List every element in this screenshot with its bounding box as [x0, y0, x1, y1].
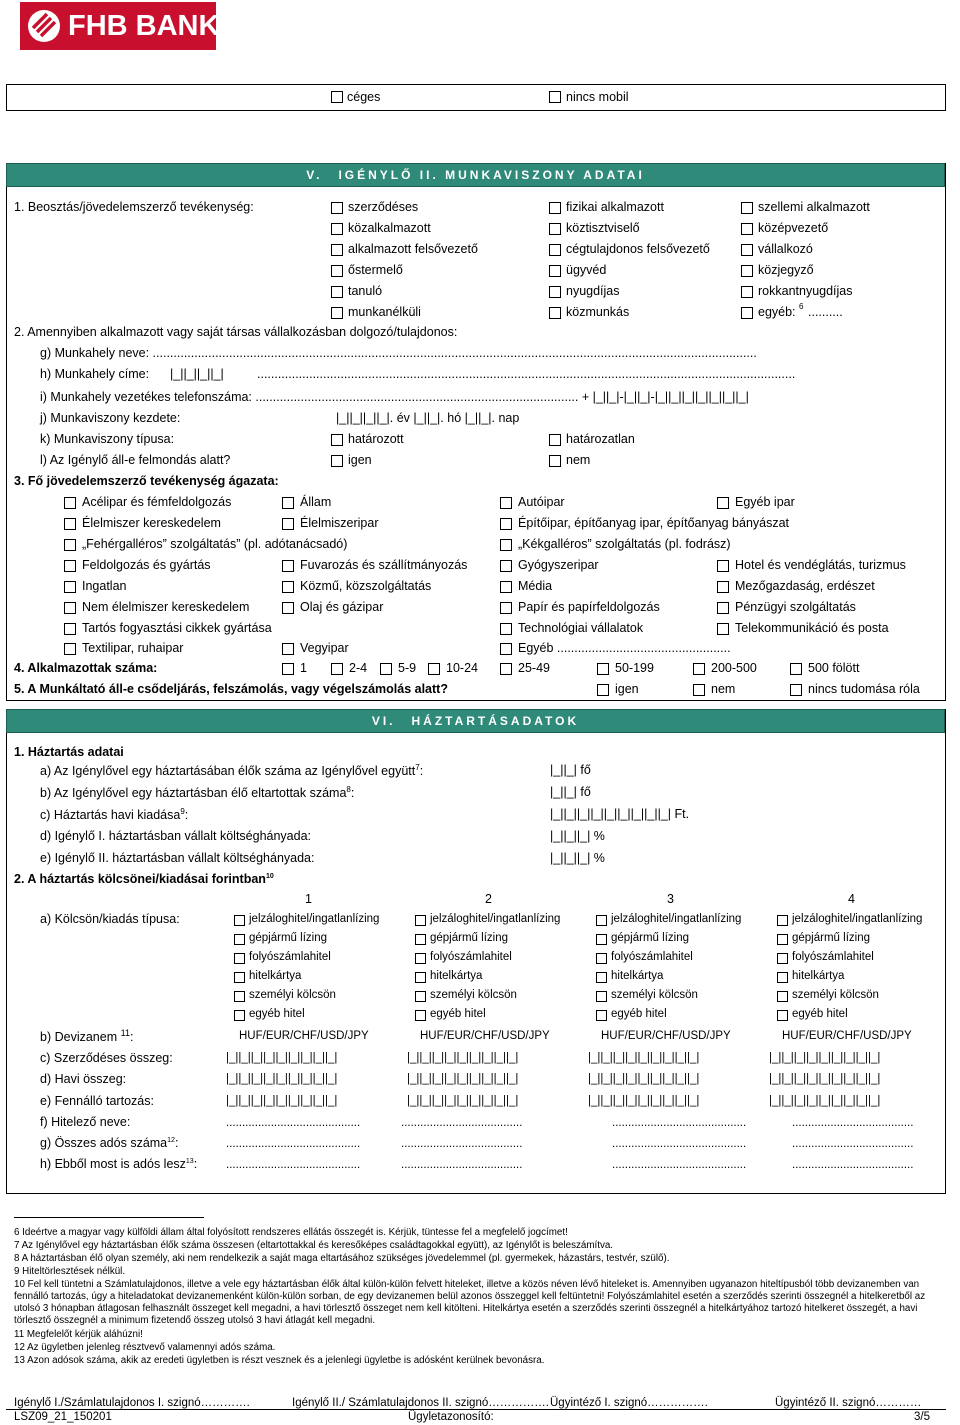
employees-checkbox[interactable] — [790, 663, 802, 675]
occupation-label: őstermelő — [348, 263, 403, 277]
creditor-label: f) Hitelező neve: — [40, 1115, 131, 1129]
loan-type-option: egyéb hitel — [792, 1008, 848, 1020]
employees-checkbox[interactable] — [500, 663, 512, 675]
loan-type-checkbox[interactable] — [596, 915, 607, 926]
loan-type-option: jelzáloghitel/ingatlanlízing — [430, 913, 561, 925]
occupation-checkbox[interactable] — [549, 265, 561, 277]
occupation-checkbox[interactable] — [549, 223, 561, 235]
current-debtors-dots[interactable]: .......................................... — [226, 1159, 361, 1171]
sector-label: „Kékgalléros” szolgáltatás (pl. fodrász) — [518, 537, 731, 551]
loan-type-checkbox[interactable] — [596, 934, 607, 945]
occupation-label: tanuló — [348, 284, 383, 298]
occupation-label: vállalkozó — [758, 242, 813, 256]
section-6-title: HÁZTARTÁSADATOK — [411, 714, 580, 728]
total-debtors-label: g) Összes adós száma$^{12}$: — [40, 1136, 179, 1150]
loan-type-checkbox[interactable] — [777, 934, 788, 945]
loan-type-option: személyi kölcsön — [611, 989, 698, 1001]
employees-label: 500 fölött — [808, 661, 860, 675]
loan-type-checkbox[interactable] — [415, 1010, 426, 1021]
occupation-label: egyéb: — [758, 305, 796, 319]
sector-checkbox[interactable] — [500, 539, 512, 551]
loan-type-checkbox[interactable] — [415, 934, 426, 945]
amount-boxes[interactable]: |_||_||_||_||_||_||_||_||_| — [588, 1052, 700, 1064]
loan-type-checkbox[interactable] — [777, 1010, 788, 1021]
sector-checkbox[interactable] — [500, 581, 512, 593]
currency-value[interactable]: HUF/EUR/CHF/USD/JPY — [782, 1030, 912, 1042]
amount-row-label: d) Havi összeg: — [40, 1072, 127, 1086]
amount-boxes[interactable]: |_||_||_||_||_||_||_||_||_| — [588, 1073, 700, 1085]
sector-checkbox[interactable] — [64, 581, 76, 593]
sector-label: Telekommunikáció és posta — [735, 621, 889, 635]
sector-label: Technológiai vállalatok — [518, 621, 644, 635]
sector-label: Pénzügyi szolgáltatás — [735, 600, 856, 614]
sector-checkbox[interactable] — [717, 497, 729, 509]
employees-label: 50-199 — [615, 661, 654, 675]
sector-checkbox[interactable] — [717, 602, 729, 614]
sector-label: Fuvarozás és szállítmányozás — [300, 558, 468, 572]
workplace-address-label: h) Munkahely címe: — [40, 367, 150, 381]
signature-field[interactable]: Igénylő I./Számlatulajdonos I. szignó…………. — [14, 1397, 250, 1409]
notice-yes-checkbox[interactable] — [331, 455, 343, 467]
footnote-divider — [14, 1217, 204, 1218]
occupation-checkbox[interactable] — [331, 223, 343, 235]
sector-label: Olaj és gázipar — [300, 600, 384, 614]
hatarozott-label: határozott — [348, 432, 404, 446]
loan-type-checkbox[interactable] — [596, 972, 607, 983]
occupation-checkbox[interactable] — [549, 202, 561, 214]
creditor-dots[interactable]: ...................................... — [401, 1117, 523, 1129]
amount-boxes[interactable]: |_||_||_||_||_||_||_||_||_| — [407, 1052, 519, 1064]
loan-type-option: gépjármű lízing — [249, 932, 327, 944]
monthly-expense-value[interactable]: |_||_||_||_||_||_||_||_||_| Ft. — [550, 807, 690, 821]
sector-label: Vegyipar — [300, 641, 349, 655]
loan-type-option: gépjármű lízing — [430, 932, 508, 944]
footnote: 7 Az Igénylővel egy háztartásban élők száma összesen (eltartottakkal és keresőképes családtagokkal együtt), az Igénylőt is beleszámítva. — [14, 1240, 614, 1251]
nincs-mobil-checkbox[interactable] — [549, 91, 561, 103]
occupation-checkbox[interactable] — [331, 244, 343, 256]
nincs-mobil-label: nincs mobil — [566, 90, 629, 104]
occupation-checkbox[interactable] — [331, 265, 343, 277]
sector-checkbox[interactable] — [64, 643, 76, 655]
footnote: 10 Fel kell tüntetni a Számlatulajdonos, illetve a vele egy háztartásban élők által külön-külön felvett hiteleket, illetve a közös néven lévő hiteleket is. Amennyiben ugyanazon hiteltípusból több devizanemben van fennálló tartozás, úgy a hiteladatokat devizanemenként külön-külön sorban, de egy devizanemen belül azonos összeggel kell feltüntetni! Folyószámlahitel esetén a szerződés szerinti összegnél a hitelkeretből az utolsó 3 hónapban átlagosan felhasznált összeget kell megadni, a havi törlesztő összeget nem kell kitölteni. Hitelkártya esetén a szerződés szerinti összegnél a hitelkártyához tartozó hitelkeret összegét, a havi törlesztő összegnél a minimum fizetendő összeg utolsó 3 havi átlagát kell megadni. — [14, 1279, 926, 1326]
occupation-label: közmunkás — [566, 305, 630, 319]
occupation-checkbox[interactable] — [331, 202, 343, 214]
logo-emblem — [28, 10, 60, 42]
q1-label: 1. Beosztás/jövedelemszerző tevékenység: — [14, 200, 254, 214]
currency-value[interactable]: HUF/EUR/CHF/USD/JPY — [601, 1030, 731, 1042]
loan-type-option: egyéb hitel — [249, 1008, 305, 1020]
loan-type-checkbox[interactable] — [234, 953, 245, 964]
loan-type-option: személyi kölcsön — [249, 989, 336, 1001]
q5-label: 5. A Munkáltató áll-e csődeljárás, felszámolás, vagy végelszámolás alatt? — [14, 682, 448, 696]
form-code: LSZ09_21_150201 — [14, 1411, 112, 1423]
creditor-dots[interactable]: .......................................... — [612, 1117, 747, 1129]
bankruptcy-label: nincs tudomása róla — [808, 682, 920, 696]
sector-checkbox[interactable] — [717, 581, 729, 593]
footnote: 11 Megfelelőt kérjük aláhúzni! — [14, 1329, 143, 1340]
sector-label: Feldolgozás és gyártás — [82, 558, 211, 572]
loan-type-checkbox[interactable] — [777, 915, 788, 926]
occupation-label: nyugdíjas — [566, 284, 620, 298]
employees-label: 1 — [300, 661, 307, 675]
ceges-label: céges — [347, 90, 381, 104]
section-5-title: IGÉNYLŐ II. MUNKAVISZONY ADATAI — [338, 168, 645, 182]
occupation-label: szerződéses — [348, 200, 419, 214]
sector-label: Autóipar — [518, 495, 565, 509]
sector-checkbox[interactable] — [500, 560, 512, 572]
employment-start-value[interactable]: |_||_||_||_|. év |_||_|. hó |_||_|. nap — [336, 411, 520, 425]
employees-label: 10-24 — [446, 661, 478, 675]
occupation-checkbox[interactable] — [549, 286, 561, 298]
footnote: 6 Ideértve a magyar vagy külföldi állam által folyósított rendszeres ellátás összegét is. Kérjük, tüntesse fel a megfelelő jogcímet! — [14, 1227, 568, 1238]
sector-label: Élelmiszeripar — [300, 516, 379, 530]
dependents-label: b) Az Igénylővel egy háztartásban élő eltartottak száma$^8$: — [40, 785, 355, 801]
sector-checkbox[interactable] — [500, 497, 512, 509]
sector-label: Közmű, közszolgáltatás — [300, 579, 432, 593]
sector-checkbox[interactable] — [282, 602, 294, 614]
amount-boxes[interactable]: |_||_||_||_||_||_||_||_||_| — [588, 1095, 700, 1107]
loan-type-option: jelzáloghitel/ingatlanlízing — [249, 913, 380, 925]
occupation-checkbox[interactable] — [741, 265, 753, 277]
sector-label: Acélipar és fémfeldolgozás — [82, 495, 232, 509]
page-number: 3/5 — [914, 1411, 930, 1423]
sector-checkbox[interactable] — [64, 602, 76, 614]
loan-type-option: egyéb hitel — [611, 1008, 667, 1020]
loan-column-header: 1 — [305, 892, 312, 906]
occupation-checkbox[interactable] — [741, 223, 753, 235]
amount-boxes[interactable]: |_||_||_||_||_||_||_||_||_| — [226, 1095, 338, 1107]
loan-type-option: hitelkártya — [249, 970, 302, 982]
sector-checkbox[interactable] — [282, 643, 294, 655]
sector-checkbox[interactable] — [500, 602, 512, 614]
cost-share-1-label: d) Igénylő I. háztartásban vállalt költséghányada: — [40, 829, 312, 843]
occupation-label: alkalmazott felsővezető — [348, 242, 478, 256]
footnote: 12 Az ügyletben jelenleg résztvevő valamennyi adós száma. — [14, 1342, 276, 1353]
egyeb-sup: 6 — [799, 302, 804, 311]
signature-field[interactable]: Ügyintéző I. szignó……………. — [550, 1397, 708, 1409]
sector-checkbox[interactable] — [500, 518, 512, 530]
household-title: 1. Háztartás adatai — [14, 745, 124, 759]
loans-title: 2. A háztartás kölcsönei/kiadásai forintban$^{10}$ — [14, 872, 274, 886]
currency-value[interactable]: HUF/EUR/CHF/USD/JPY — [239, 1030, 369, 1042]
sector-checkbox[interactable] — [717, 560, 729, 572]
household-members-label: a) Az Igénylővel egy háztartásában élők száma az Igénylővel együtt$^7$: — [40, 763, 424, 779]
loan-type-option: folyószámlahitel — [611, 951, 693, 963]
section-5-number: V. — [306, 168, 323, 182]
occupation-label: rokkantnyugdíjas — [758, 284, 853, 298]
occupation-checkbox[interactable] — [549, 307, 561, 319]
loan-type-checkbox[interactable] — [234, 972, 245, 983]
cost-share-2-value[interactable]: |_||_||_| % — [550, 851, 605, 865]
hatarozatlan-label: határozatlan — [566, 432, 635, 446]
sector-checkbox[interactable] — [64, 623, 76, 635]
current-debtors-dots[interactable]: ...................................... — [792, 1159, 914, 1171]
sector-label: Nem élelmiszer kereskedelem — [82, 600, 250, 614]
loan-type-option: hitelkártya — [611, 970, 664, 982]
loan-type-checkbox[interactable] — [596, 953, 607, 964]
currency-value[interactable]: HUF/EUR/CHF/USD/JPY — [420, 1030, 550, 1042]
occupation-label: közjegyző — [758, 263, 814, 277]
loan-type-option: gépjármű lízing — [611, 932, 689, 944]
loan-type-checkbox[interactable] — [777, 972, 788, 983]
total-debtors-dots[interactable]: .......................................... — [612, 1138, 747, 1150]
q2-label: 2. Amennyiben alkalmazott vagy saját társas vállalkozásban dolgozó/tulajdonos: — [14, 325, 458, 339]
loan-type-checkbox[interactable] — [234, 934, 245, 945]
amount-boxes[interactable]: |_||_||_||_||_||_||_||_||_| — [226, 1073, 338, 1085]
footnote: 13 Azon adósok száma, akik az eredeti ügyletben is részt vesznek és a jelenlegi ügyletbe is adósként kerülnek bevonásra. — [14, 1355, 545, 1366]
loan-type-checkbox[interactable] — [777, 953, 788, 964]
sector-checkbox[interactable] — [64, 497, 76, 509]
sector-label: Média — [518, 579, 553, 593]
employees-checkbox[interactable] — [282, 663, 294, 675]
dependents-value[interactable]: |_||_| fő — [550, 785, 591, 799]
occupation-label: munkanélküli — [348, 305, 421, 319]
signature-field[interactable]: Ügyintéző II. szignó………… — [775, 1397, 922, 1409]
bankruptcy-label: igen — [615, 682, 639, 696]
loan-type-checkbox[interactable] — [415, 972, 426, 983]
amount-boxes[interactable]: |_||_||_||_||_||_||_||_||_| — [226, 1052, 338, 1064]
sector-checkbox[interactable] — [64, 518, 76, 530]
loan-type-option: hitelkártya — [430, 970, 483, 982]
employees-label: 25-49 — [518, 661, 550, 675]
sector-label: Egyéb ipar — [735, 495, 795, 509]
occupation-checkbox[interactable] — [741, 286, 753, 298]
employees-checkbox[interactable] — [331, 663, 343, 675]
cost-share-1-value[interactable]: |_||_||_| % — [550, 829, 605, 843]
sector-checkbox[interactable] — [64, 560, 76, 572]
occupation-checkbox[interactable] — [331, 286, 343, 298]
sector-checkbox[interactable] — [64, 539, 76, 551]
sector-checkbox[interactable] — [282, 581, 294, 593]
sector-label: Építőipar, építőanyag ipar, építőanyag bányászat — [518, 516, 790, 530]
employment-start-label: j) Munkaviszony kezdete: — [40, 411, 181, 425]
current-debtors-dots[interactable]: ...................................... — [401, 1159, 523, 1171]
sector-label: „Fehérgalléros” szolgáltatás” (pl. adótanácsadó) — [82, 537, 348, 551]
loan-type-checkbox[interactable] — [415, 915, 426, 926]
loan-type-option: folyószámlahitel — [249, 951, 331, 963]
sector-checkbox[interactable] — [282, 497, 294, 509]
workplace-address-dots[interactable]: ........................................................................................................................................................... — [257, 367, 796, 381]
sector-label: Textilipar, ruhaipar — [82, 641, 184, 655]
bankruptcy-label: nem — [711, 682, 736, 696]
occupation-label: közalkalmazott — [348, 221, 431, 235]
loan-type-checkbox[interactable] — [596, 1010, 607, 1021]
loan-column-header: 4 — [848, 892, 855, 906]
sector-label: Állam — [300, 495, 332, 509]
occupation-label: ügyvéd — [566, 263, 607, 277]
sector-label: Egyéb .................................................. — [518, 641, 731, 655]
loan-type-label: a) Kölcsön/kiadás típusa: — [40, 912, 180, 926]
workplace-phone[interactable]: i) Munkahely vezetékes telefonszáma: ............................................................................................. + |_||_|-|_||_|-|_||_||_||_||_||_||_| — [40, 390, 749, 404]
top-row-box — [6, 84, 946, 111]
footnote: 9 Hiteltörlesztések nélkül. — [14, 1266, 126, 1277]
employees-label: 5-9 — [398, 661, 417, 675]
q3-label: 3. Fő jövedelemszerző tevékenység ágazata: — [14, 474, 279, 488]
loan-type-option: jelzáloghitel/ingatlanlízing — [611, 913, 742, 925]
occupation-checkbox[interactable] — [549, 244, 561, 256]
sector-label: Ingatlan — [82, 579, 127, 593]
workplace-address-boxes[interactable]: |_||_||_||_| — [170, 367, 224, 381]
sector-checkbox[interactable] — [717, 623, 729, 635]
bankruptcy-checkbox[interactable] — [790, 684, 802, 696]
occupation-label: középvezető — [758, 221, 829, 235]
hatarozott-checkbox[interactable] — [331, 434, 343, 446]
loan-type-checkbox[interactable] — [234, 991, 245, 1002]
occupation-checkbox[interactable] — [741, 244, 753, 256]
loan-type-checkbox[interactable] — [234, 1010, 245, 1021]
current-debtors-label: h) Ebből most is adós lesz$^{13}$: — [40, 1157, 198, 1171]
bankruptcy-checkbox[interactable] — [597, 684, 609, 696]
signature-field[interactable]: Igénylő II./ Számlatulajdonos II. szignó……………. — [292, 1397, 549, 1409]
total-debtors-dots[interactable]: ...................................... — [401, 1138, 523, 1150]
monthly-expense-label: c) Háztartás havi kiadása$^9$: — [40, 807, 189, 823]
household-members-value[interactable]: |_||_| fő — [550, 763, 591, 777]
amount-boxes[interactable]: |_||_||_||_||_||_||_||_||_| — [769, 1095, 881, 1107]
occupation-label: cégtulajdonos felsővezető — [566, 242, 710, 256]
transaction-id-label: Ügyletazonosító: — [408, 1411, 494, 1423]
currency-label: b) Devizanem $^{11}$: — [40, 1028, 134, 1045]
current-debtors-dots[interactable]: .......................................... — [612, 1159, 747, 1171]
sector-label: Élelmiszer kereskedelem — [82, 516, 221, 530]
logo-text: FHB BANK — [68, 10, 220, 42]
section-5-header — [6, 163, 945, 187]
hatarozatlan-checkbox[interactable] — [549, 434, 561, 446]
ceges-checkbox[interactable] — [331, 91, 343, 103]
loan-type-option: személyi kölcsön — [792, 989, 879, 1001]
loan-column-header: 3 — [667, 892, 674, 906]
sector-checkbox[interactable] — [282, 518, 294, 530]
loan-type-checkbox[interactable] — [415, 991, 426, 1002]
loan-type-option: személyi kölcsön — [430, 989, 517, 1001]
amount-boxes[interactable]: |_||_||_||_||_||_||_||_||_| — [769, 1073, 881, 1085]
loan-column-header: 2 — [485, 892, 492, 906]
sector-label: Hotel és vendéglátás, turizmus — [735, 558, 906, 572]
employees-label: 200-500 — [711, 661, 757, 675]
loan-type-option: folyószámlahitel — [430, 951, 512, 963]
notice-no-label: nem — [566, 453, 591, 467]
occupation-checkbox[interactable] — [741, 307, 753, 319]
loan-type-checkbox[interactable] — [777, 991, 788, 1002]
employees-label: 2-4 — [349, 661, 368, 675]
cost-share-2-label: e) Igénylő II. háztartásban vállalt költséghányada: — [40, 851, 315, 865]
sector-checkbox[interactable] — [500, 623, 512, 635]
employees-checkbox[interactable] — [693, 663, 705, 675]
loan-type-option: folyószámlahitel — [792, 951, 874, 963]
section-6-number: VI. — [371, 714, 396, 728]
occupation-checkbox[interactable] — [741, 202, 753, 214]
employment-type-label: k) Munkaviszony típusa: — [40, 432, 175, 446]
workplace-name[interactable]: g) Munkahely neve: .............................................................................................................................................................................. — [40, 346, 757, 360]
bankruptcy-checkbox[interactable] — [693, 684, 705, 696]
occupation-label: szellemi alkalmazott — [758, 200, 870, 214]
employees-checkbox[interactable] — [428, 663, 440, 675]
sector-label: Gyógyszeripar — [518, 558, 599, 572]
occupation-label: fizikai alkalmazott — [566, 200, 664, 214]
amount-boxes[interactable]: |_||_||_||_||_||_||_||_||_| — [407, 1073, 519, 1085]
total-debtors-dots[interactable]: .......................................... — [226, 1138, 361, 1150]
occupation-checkbox[interactable] — [331, 307, 343, 319]
sector-label: Papír és papírfeldolgozás — [518, 600, 660, 614]
bank-logo — [20, 2, 220, 50]
sector-checkbox[interactable] — [500, 643, 512, 655]
q4-label: 4. Alkalmazottak száma: — [14, 661, 158, 675]
loan-type-checkbox[interactable] — [234, 915, 245, 926]
section-6-header — [6, 709, 945, 733]
creditor-dots[interactable]: ...................................... — [792, 1117, 914, 1129]
sector-label: Tartós fogyasztási cikkek gyártása — [82, 621, 272, 635]
occupation-label: köztisztviselő — [566, 221, 640, 235]
amount-boxes[interactable]: |_||_||_||_||_||_||_||_||_| — [769, 1052, 881, 1064]
sector-label: Mezőgazdaság, erdészet — [735, 579, 875, 593]
employees-checkbox[interactable] — [380, 663, 392, 675]
footnote: 8 A háztartásban élő olyan személy, aki nem rendelkezik a saját maga eltartásához szükséges jövedelemmel (pl. gyermekek, házastárs, testvér, szülő). — [14, 1253, 670, 1264]
notice-yes-label: igen — [348, 453, 372, 467]
loan-type-option: hitelkártya — [792, 970, 845, 982]
creditor-dots[interactable]: .......................................... — [226, 1117, 361, 1129]
sector-checkbox[interactable] — [282, 560, 294, 572]
total-debtors-dots[interactable]: ...................................... — [792, 1138, 914, 1150]
footer-divider — [6, 1409, 946, 1410]
amount-row-label: e) Fennálló tartozás: — [40, 1094, 154, 1108]
notice-no-checkbox[interactable] — [549, 455, 561, 467]
loan-type-option: jelzáloghitel/ingatlanlízing — [792, 913, 923, 925]
loan-type-option: gépjármű lízing — [792, 932, 870, 944]
loan-type-option: egyéb hitel — [430, 1008, 486, 1020]
employees-checkbox[interactable] — [597, 663, 609, 675]
notice-label: l) Az Igénylő áll-e felmondás alatt? — [40, 453, 231, 467]
amount-boxes[interactable]: |_||_||_||_||_||_||_||_||_| — [407, 1095, 519, 1107]
loan-type-checkbox[interactable] — [415, 953, 426, 964]
loan-type-checkbox[interactable] — [596, 991, 607, 1002]
amount-row-label: c) Szerződéses összeg: — [40, 1051, 173, 1065]
egyeb-dots: .......... — [808, 305, 843, 319]
